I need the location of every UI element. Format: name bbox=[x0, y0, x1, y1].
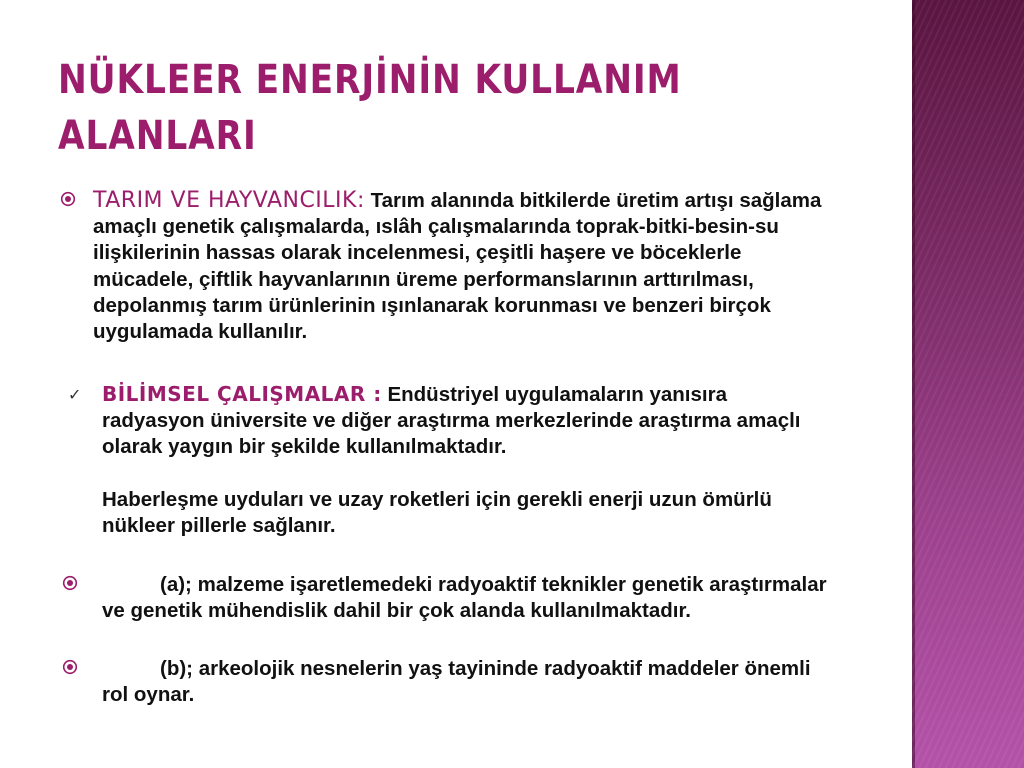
bullet-text bbox=[102, 572, 832, 624]
bullet-item-b bbox=[62, 656, 832, 708]
bullet-heading: BİLİMSEL ÇALIŞMALAR : bbox=[102, 382, 382, 406]
bullet-body: Endüstriyel uygulamaların yanısıra radyasyon üniversite ve diğer araştırma merkezlerinde araştırma amaçlı olarak yaygın bir şekilde kullanılmaktadır. bbox=[102, 383, 801, 459]
bullet-text bbox=[102, 381, 832, 461]
circle-dot-bullet-icon bbox=[60, 191, 76, 207]
decorative-side-band bbox=[912, 0, 1024, 768]
bullet-body: malzeme işaretlemedeki radyoaktif teknikler genetik araştırmalar ve genetik mühendislik dahil bir çok alanda kullanılmaktadır. bbox=[102, 573, 827, 623]
bullet-body: Tarım alanında bitkilerde üretim artışı sağlama amaçlı genetik çalışmalarda, ıslâh çalışmalarında toprak-bitki-besin-su ilişkilerinin hassas olarak incelenmesi, çeşitli haşere ve böceklerle mücadele, çiftlik hayvanlarının üreme performanslarının arttırılması, depolanmış tarım ürünlerinin ışınlanarak korunması ve benzeri birçok uygulamada kullanılır. bbox=[93, 189, 822, 344]
heading-colon: : bbox=[356, 188, 365, 213]
circle-dot-bullet-icon bbox=[62, 575, 78, 591]
bullet-text bbox=[93, 188, 830, 345]
circle-dot-bullet-icon bbox=[62, 659, 78, 675]
bullet-label: (a); bbox=[160, 573, 192, 596]
bullet-text bbox=[102, 656, 832, 708]
bullet-body: arkeolojik nesnelerin yaş tayininde radyoaktif maddeler önemli rol oynar. bbox=[102, 657, 811, 707]
bullet-extra-text: Haberleşme uyduları ve uzay roketleri için gerekli enerji uzun ömürlü nükleer pillerle sağlanır. bbox=[102, 487, 772, 537]
bullet-item-science bbox=[62, 381, 832, 539]
checkmark-icon: ✓ bbox=[68, 387, 82, 404]
bullet-item-agriculture bbox=[60, 188, 830, 345]
slide-title: NÜKLEER ENERJİNİN KULLANIM ALANLARI bbox=[58, 57, 682, 159]
bullet-heading: TARIM VE HAYVANCILIK bbox=[93, 188, 357, 213]
bullet-label: (b); bbox=[160, 657, 194, 680]
bullet-item-a bbox=[62, 572, 832, 624]
